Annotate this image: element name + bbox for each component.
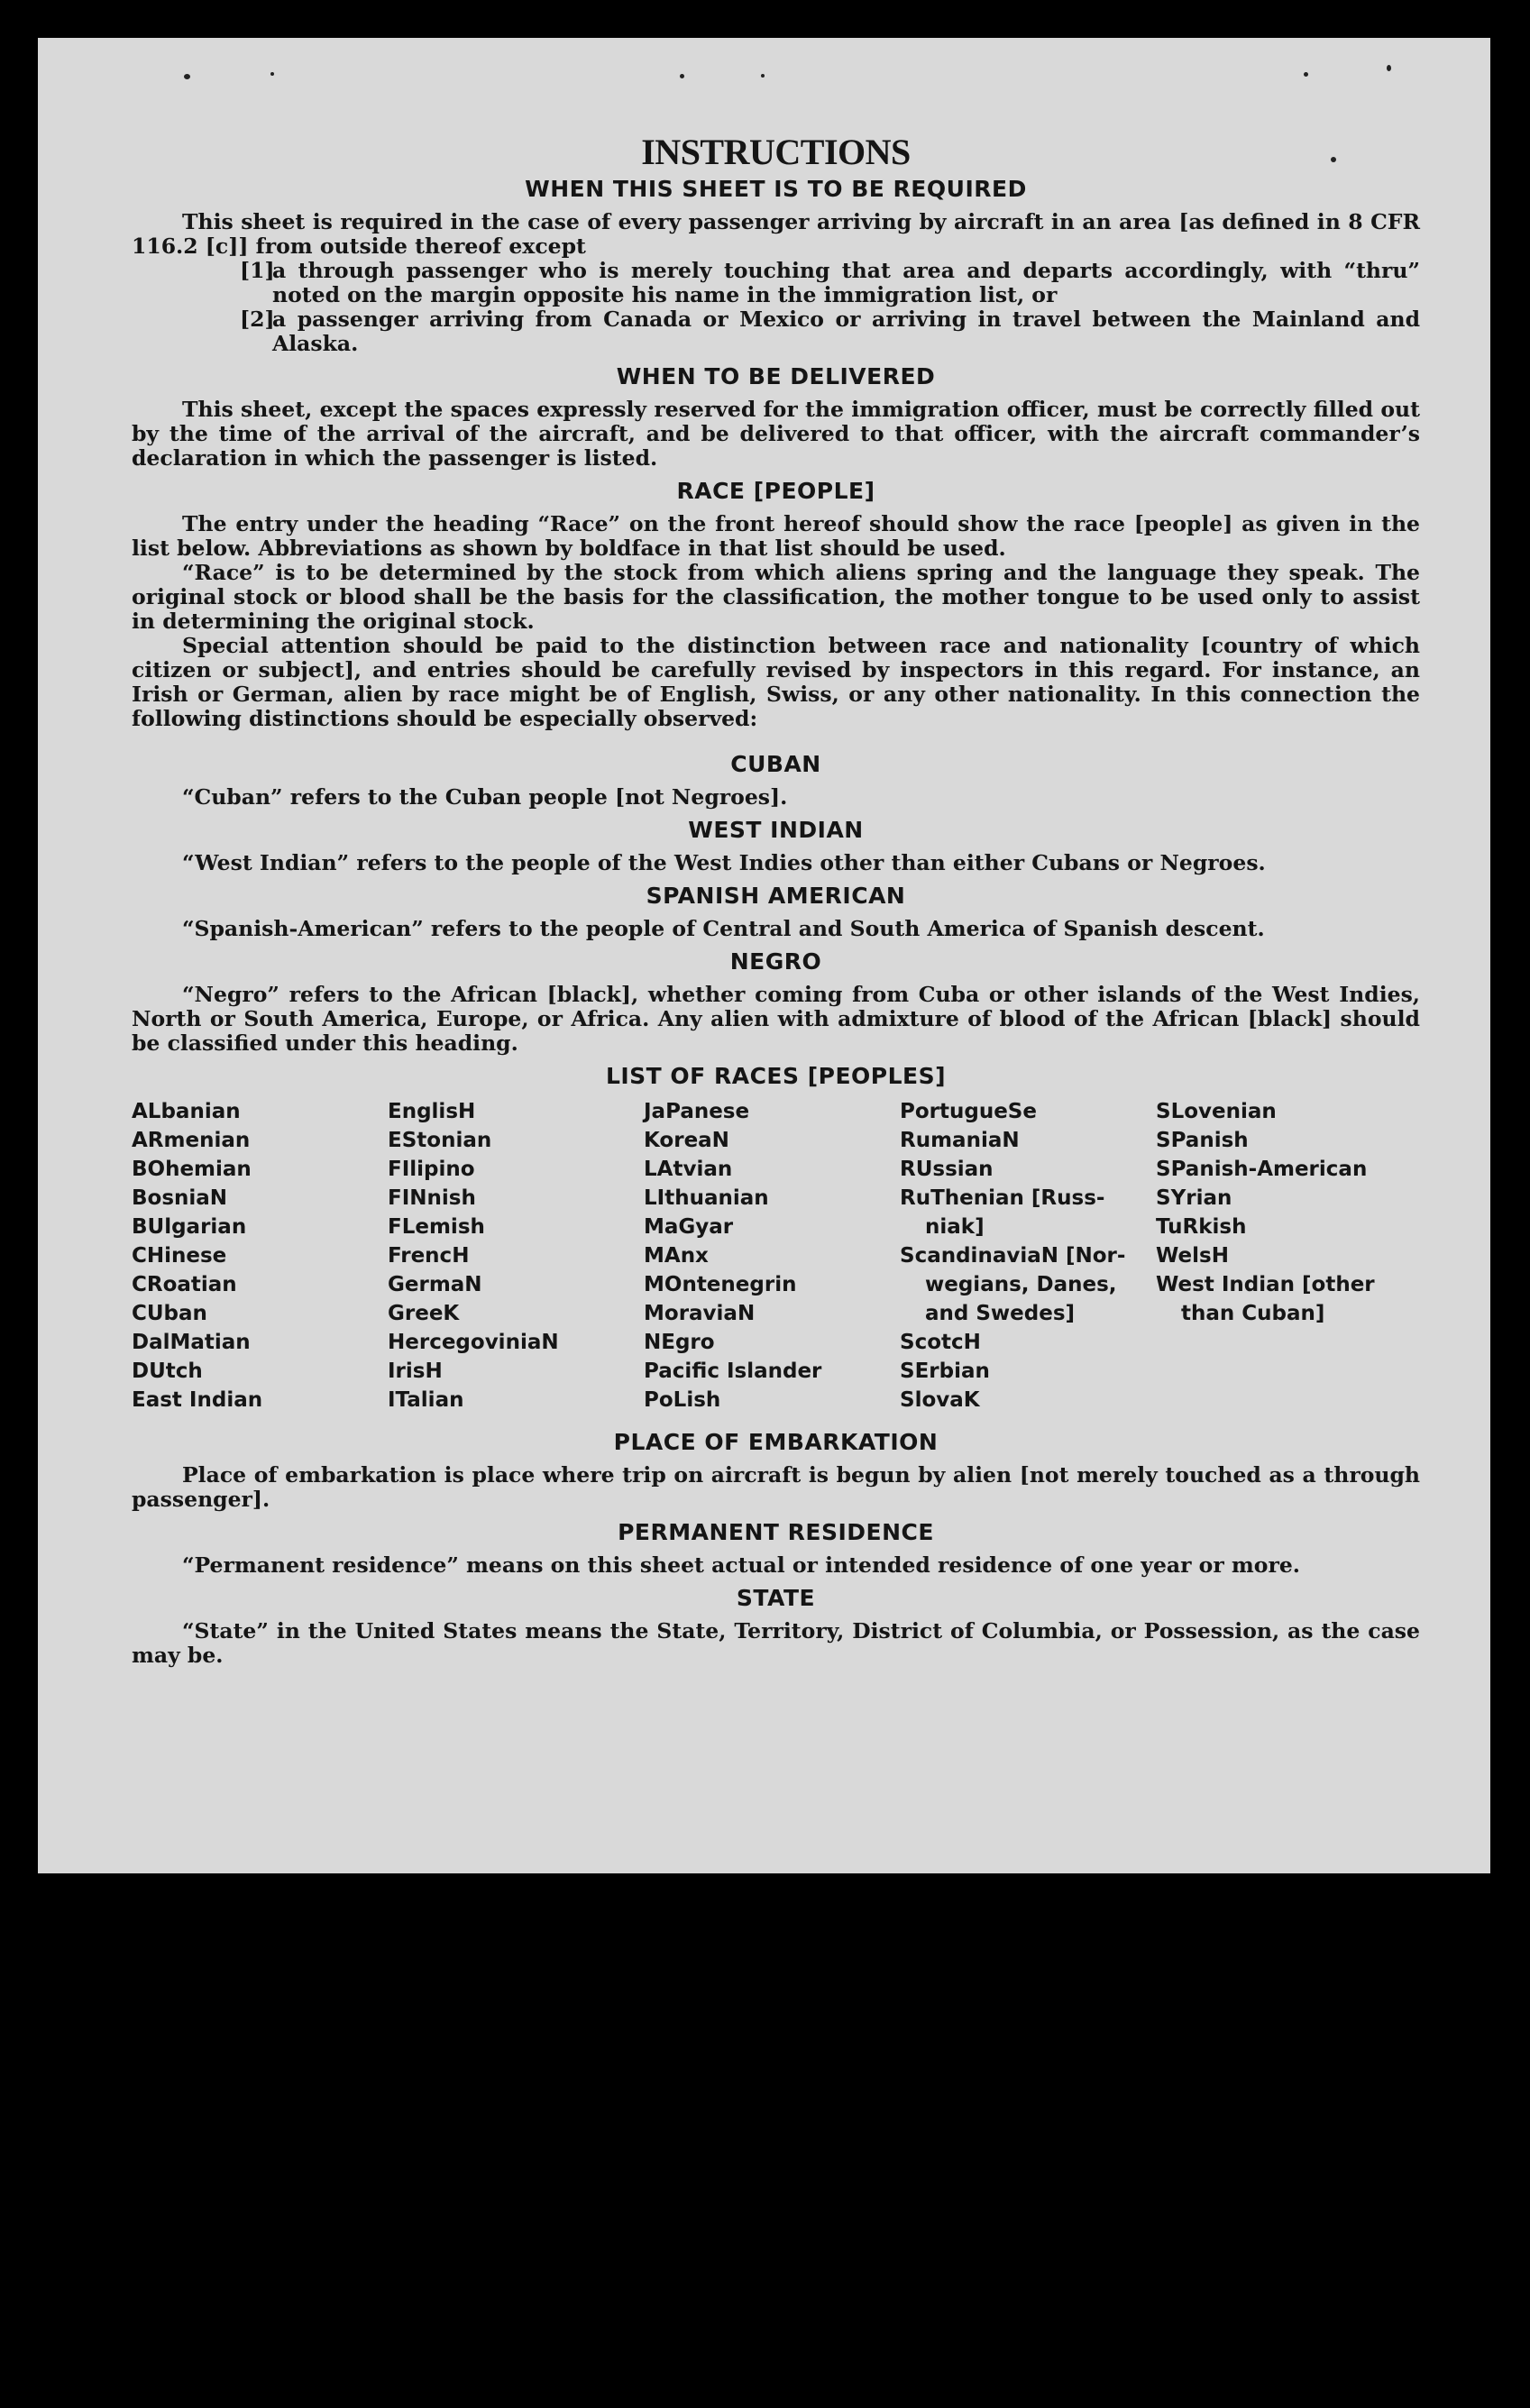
race-paragraph: “Race” is to be determined by the stock from which aliens spring and the language they speak. The original stock or blood shall be the basis for the classification, the mother tongue to be used only to assist in determining the original stock. bbox=[132, 560, 1420, 634]
race-name: EStonian bbox=[388, 1129, 492, 1152]
race-name: NEgro bbox=[644, 1331, 715, 1354]
race-item bbox=[388, 1328, 644, 1357]
race-item bbox=[644, 1241, 900, 1270]
race-name: MAnx bbox=[644, 1244, 709, 1268]
race-name: GermaN bbox=[388, 1273, 482, 1296]
race-name-continuation: and Swedes] bbox=[925, 1302, 1076, 1325]
race-name: GreeK bbox=[388, 1302, 460, 1325]
race-item bbox=[132, 1241, 388, 1270]
race-item bbox=[388, 1357, 644, 1386]
exception-number: [2] bbox=[240, 307, 275, 332]
race-name: BosniaN bbox=[132, 1186, 228, 1210]
race-item bbox=[644, 1270, 900, 1299]
race-name: CRoatian bbox=[132, 1273, 237, 1296]
race-column bbox=[900, 1097, 1156, 1415]
residence-text: “Permanent residence” means on this sheet actual or intended residence of one year or more. bbox=[182, 1552, 1300, 1578]
section-heading-state: STATE bbox=[736, 1585, 816, 1611]
race-item bbox=[900, 1097, 1156, 1126]
race-name: LAtvian bbox=[644, 1158, 733, 1181]
negro-text: “Negro” refers to the African [black], whether coming from Cuba or other islands of the West Indies, North or South America, Europe, or Africa. Any alien with admixture of blood of the African [black] should be classified under this heading. bbox=[132, 982, 1420, 1056]
race-item bbox=[1156, 1270, 1426, 1328]
race-name: KoreaN bbox=[644, 1129, 729, 1152]
speck-mark bbox=[1387, 65, 1391, 71]
race-item bbox=[644, 1097, 900, 1126]
race-name: MoraviaN bbox=[644, 1302, 756, 1325]
speck-mark bbox=[680, 74, 684, 78]
race-item bbox=[644, 1184, 900, 1213]
race-item bbox=[1156, 1241, 1426, 1270]
race-item bbox=[388, 1184, 644, 1213]
race-name: JaPanese bbox=[644, 1100, 750, 1123]
race-name: DUtch bbox=[132, 1360, 203, 1383]
race-name: MOntenegrin bbox=[644, 1273, 797, 1296]
races-list bbox=[132, 1097, 1420, 1415]
page-title: INSTRUCTIONS bbox=[641, 132, 911, 172]
required-intro: This sheet is required in the case of every passenger arriving by aircraft in an area [as defined in 8 CFR 116.2 [c]] from outside thereof except bbox=[132, 209, 1420, 259]
race-name: East Indian bbox=[132, 1388, 263, 1412]
race-item bbox=[644, 1155, 900, 1184]
race-item bbox=[132, 1126, 388, 1155]
race-item bbox=[388, 1126, 644, 1155]
race-name: RuThenian [Russ- bbox=[900, 1186, 1105, 1210]
section-heading-list-of-races: LIST OF RACES [PEOPLES] bbox=[605, 1063, 947, 1089]
cuban-text: “Cuban” refers to the Cuban people [not Negroes]. bbox=[182, 784, 788, 810]
instructions-sheet bbox=[38, 38, 1490, 1873]
race-name: PoLish bbox=[644, 1388, 721, 1412]
race-name: IrisH bbox=[388, 1360, 443, 1383]
race-item bbox=[132, 1357, 388, 1386]
race-item bbox=[132, 1184, 388, 1213]
section-heading-embarkation: PLACE OF EMBARKATION bbox=[613, 1429, 939, 1455]
section-heading-required: WHEN THIS SHEET IS TO BE REQUIRED bbox=[525, 176, 1027, 202]
section-heading-race: RACE [PEOPLE] bbox=[676, 478, 875, 504]
exception-text: a passenger arriving from Canada or Mexico or arriving in travel between the Mainland and Alaska. bbox=[272, 307, 1420, 356]
race-name: CUban bbox=[132, 1302, 207, 1325]
race-item bbox=[388, 1155, 644, 1184]
race-item bbox=[132, 1386, 388, 1415]
race-name: BUlgarian bbox=[132, 1215, 247, 1239]
west-indian-text: “West Indian” refers to the people of the West Indies other than either Cubans or Negroes. bbox=[182, 850, 1266, 875]
race-name: SlovaK bbox=[900, 1388, 980, 1412]
race-name: FLemish bbox=[388, 1215, 485, 1239]
race-column bbox=[132, 1097, 388, 1415]
race-item bbox=[1156, 1155, 1426, 1184]
race-item bbox=[644, 1328, 900, 1357]
section-heading-residence: PERMANENT RESIDENCE bbox=[618, 1519, 934, 1545]
race-name: West Indian [other bbox=[1156, 1273, 1375, 1296]
race-name: LIthuanian bbox=[644, 1186, 769, 1210]
race-item bbox=[1156, 1184, 1426, 1213]
race-name: SYrian bbox=[1156, 1186, 1232, 1210]
race-name: HercegoviniaN bbox=[388, 1331, 559, 1354]
exception-number: [1] bbox=[240, 258, 275, 283]
race-name: MaGyar bbox=[644, 1215, 734, 1239]
race-name: FIlipino bbox=[388, 1158, 475, 1181]
race-item bbox=[388, 1386, 644, 1415]
section-heading-negro: NEGRO bbox=[729, 948, 822, 975]
race-item bbox=[900, 1184, 1156, 1241]
race-item bbox=[132, 1097, 388, 1126]
race-item bbox=[132, 1155, 388, 1184]
race-item bbox=[1156, 1213, 1426, 1241]
race-item bbox=[644, 1126, 900, 1155]
race-name: ALbanian bbox=[132, 1100, 241, 1123]
race-name: Pacific Islander bbox=[644, 1360, 822, 1383]
exception-text: a through passenger who is merely touching that area and departs accordingly, with “thru” noted on the margin opposite his name in the immigration list, or bbox=[272, 258, 1420, 307]
speck-mark bbox=[270, 72, 274, 76]
race-item bbox=[644, 1299, 900, 1328]
race-item bbox=[900, 1386, 1156, 1415]
race-name: TuRkish bbox=[1156, 1215, 1247, 1239]
race-item bbox=[900, 1126, 1156, 1155]
race-column bbox=[388, 1097, 644, 1415]
race-name: FINnish bbox=[388, 1186, 476, 1210]
race-item bbox=[388, 1213, 644, 1241]
race-name: BOhemian bbox=[132, 1158, 252, 1181]
exception-item bbox=[240, 307, 1420, 356]
speck-mark bbox=[1304, 72, 1308, 77]
race-name: FrencH bbox=[388, 1244, 470, 1268]
speck-mark bbox=[761, 74, 765, 78]
race-item bbox=[388, 1241, 644, 1270]
race-name: WelsH bbox=[1156, 1244, 1229, 1268]
race-item bbox=[132, 1213, 388, 1241]
race-item bbox=[388, 1097, 644, 1126]
delivered-text: This sheet, except the spaces expressly reserved for the immigration officer, must be correctly filled out by the time of the arrival of the aircraft, and be delivered to that officer, with the aircraft commander’s declaration in which the passenger is listed. bbox=[132, 397, 1420, 471]
race-item bbox=[132, 1299, 388, 1328]
race-name: ScotcH bbox=[900, 1331, 981, 1354]
race-column bbox=[1156, 1097, 1426, 1415]
race-name: ARmenian bbox=[132, 1129, 251, 1152]
race-name-continuation: than Cuban] bbox=[1181, 1302, 1325, 1325]
race-name: PortugueSe bbox=[900, 1100, 1037, 1123]
race-item bbox=[1156, 1097, 1426, 1126]
race-name: DalMatian bbox=[132, 1331, 251, 1354]
race-name: SErbian bbox=[900, 1360, 990, 1383]
race-item bbox=[644, 1357, 900, 1386]
race-name: CHinese bbox=[132, 1244, 227, 1268]
exception-item bbox=[240, 259, 1420, 307]
race-paragraph: Special attention should be paid to the distinction between race and nationality [country of which citizen or subject], and entries should be carefully revised by inspectors in this regard. For instance, an Irish or German, alien by race might be of English, Swiss, or any other nationality. In this connection the following distinctions should be especially observed: bbox=[132, 633, 1420, 731]
exception-list bbox=[132, 259, 1420, 356]
race-name: ITalian bbox=[388, 1388, 464, 1412]
race-name: RumaniaN bbox=[900, 1129, 1020, 1152]
race-name: SPanish bbox=[1156, 1129, 1249, 1152]
section-heading-cuban: CUBAN bbox=[730, 751, 821, 777]
race-name: SPanish-American bbox=[1156, 1158, 1368, 1181]
race-name: SLovenian bbox=[1156, 1100, 1277, 1123]
race-item bbox=[1156, 1126, 1426, 1155]
race-item bbox=[900, 1357, 1156, 1386]
state-text: “State” in the United States means the State, Territory, District of Columbia, or Possession, as the case may be. bbox=[132, 1618, 1420, 1668]
speck-mark bbox=[1331, 157, 1336, 162]
race-item bbox=[900, 1241, 1156, 1328]
race-column bbox=[644, 1097, 900, 1415]
race-item bbox=[132, 1270, 388, 1299]
spanish-american-text: “Spanish-American” refers to the people of Central and South America of Spanish descent. bbox=[182, 916, 1265, 941]
race-item bbox=[388, 1299, 644, 1328]
race-item bbox=[132, 1328, 388, 1357]
section-heading-spanish-american: SPANISH AMERICAN bbox=[646, 883, 906, 909]
section-heading-west-indian: WEST INDIAN bbox=[688, 817, 864, 843]
race-item bbox=[900, 1155, 1156, 1184]
race-name: ScandinaviaN [Nor- bbox=[900, 1244, 1126, 1268]
race-name: EnglisH bbox=[388, 1100, 476, 1123]
race-paragraph: The entry under the heading “Race” on the front hereof should show the race [people] as given in the list below. Abbreviations as shown by boldface in that list should be used. bbox=[132, 511, 1420, 561]
race-name-continuation: wegians, Danes, bbox=[925, 1273, 1117, 1296]
section-heading-delivered: WHEN TO BE DELIVERED bbox=[616, 363, 936, 389]
race-name: RUssian bbox=[900, 1158, 994, 1181]
race-item bbox=[644, 1213, 900, 1241]
speck-mark bbox=[184, 74, 190, 79]
embarkation-text: Place of embarkation is place where trip on aircraft is begun by alien [not merely touched as a through passenger]. bbox=[132, 1462, 1420, 1512]
race-item bbox=[388, 1270, 644, 1299]
race-item bbox=[900, 1328, 1156, 1357]
race-name-continuation: niak] bbox=[925, 1215, 985, 1239]
race-item bbox=[644, 1386, 900, 1415]
